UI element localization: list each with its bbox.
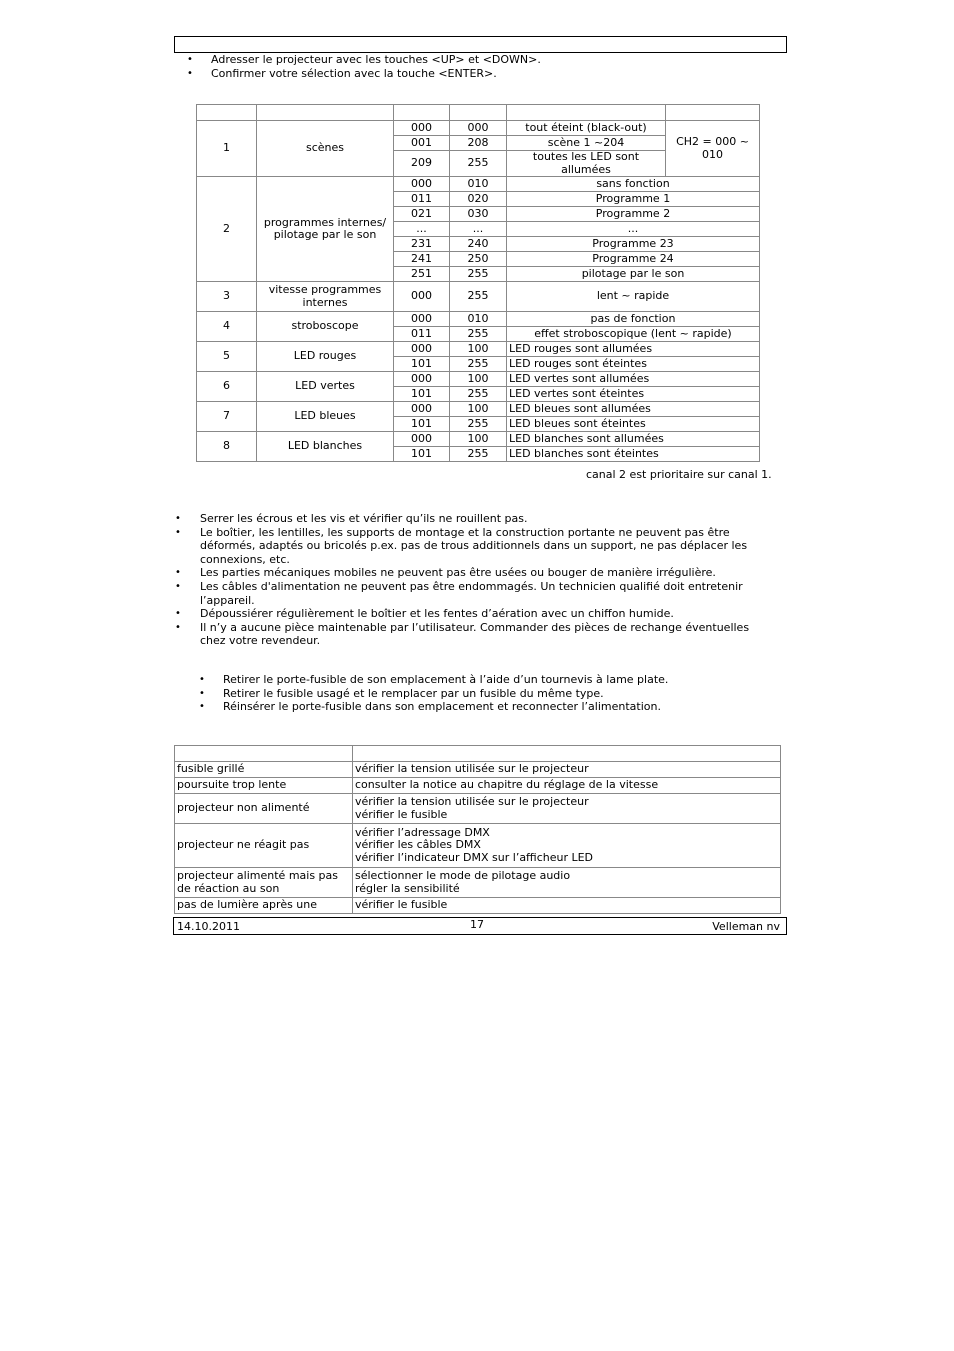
table-row [175,868,781,898]
fuse-bullet-list [223,673,763,714]
description-cell: LED bleues sont allumées [507,402,760,417]
range-to-cell: 010 [450,312,507,327]
function-cell: LED blanches [257,432,394,462]
list-item: • Le boîtier, les lentilles, les supports de montage et la construction portante ne peuvent pas être déformés, adaptés ou bricolés p.ex. pas de trous additionnels dans un support, ne pas déplacer les connexions, etc. [200,526,765,567]
dmx-footnote: canal 2 est prioritaire sur canal 1. [586,468,772,481]
description-cell: ... [507,222,760,237]
table-row [197,372,760,387]
range-to-cell: 000 [450,121,507,136]
range-to-cell: 240 [450,237,507,252]
dmx-channel-table [196,104,760,462]
note-cell: CH2 = 000 ~ 010 [666,121,760,177]
range-from-cell: 000 [394,402,450,417]
solution-cell [353,824,781,868]
solution-cell [353,868,781,898]
description-cell: LED rouges sont allumées [507,342,760,357]
range-from-cell: 241 [394,252,450,267]
range-to-cell: 250 [450,252,507,267]
header-cell [394,105,450,121]
troubleshooting-table [174,745,781,914]
table-row [197,342,760,357]
channel-cell: 4 [197,312,257,342]
function-cell: LED bleues [257,402,394,432]
list-item: • Serrer les écrous et les vis et vérifier qu’ils ne rouillent pas. [200,512,765,526]
description-cell: tout éteint (black-out) [507,121,666,136]
description-cell: sans fonction [507,177,760,192]
description-cell: Programme 24 [507,252,760,267]
solution-line: sélectionner le mode de pilotage audio [355,869,571,882]
table-row [175,824,781,868]
description-cell: scène 1 ~204 [507,136,666,151]
table-row [197,121,760,136]
solution-line: vérifier la tension utilisée sur le projecteur [355,762,589,776]
footer-date: 14.10.2011 [177,920,240,933]
table-row [197,177,760,192]
solution-cell [353,898,781,914]
description-cell: LED blanches sont éteintes [507,447,760,462]
range-from-cell: 101 [394,417,450,432]
table-row [197,402,760,417]
list-item: • Retirer le porte-fusible de son emplacement à l’aide d’un tournevis à lame plate. [223,673,763,687]
channel-cell: 1 [197,121,257,177]
solution-line: vérifier les câbles DMX [355,838,481,852]
header-cell [666,105,760,121]
solution-cell [353,762,781,778]
solution-line: consulter la notice au chapitre du réglage de la vitesse [355,778,659,792]
problem-cell: projecteur alimenté mais pas de réaction au son [175,868,353,898]
problem-cell: pas de lumière après une [175,898,353,914]
range-from-cell: 251 [394,267,450,282]
range-to-cell: 255 [450,151,507,177]
description-cell: pilotage par le son [507,267,760,282]
description-cell: LED vertes sont allumées [507,372,760,387]
function-cell: LED vertes [257,372,394,402]
range-to-cell: 020 [450,192,507,207]
range-from-cell: 101 [394,357,450,372]
table-row [175,898,781,914]
header-cell [450,105,507,121]
footer-bar [173,917,787,935]
problem-cell: fusible grillé [175,762,353,778]
channel-cell: 2 [197,177,257,282]
range-from-cell: 101 [394,447,450,462]
range-from-cell: 000 [394,372,450,387]
table-row [197,432,760,447]
table-row [175,778,781,794]
range-from-cell: 000 [394,177,450,192]
channel-cell: 3 [197,282,257,312]
range-from-cell: ... [394,222,450,237]
range-from-cell: 021 [394,207,450,222]
range-to-cell: 255 [450,417,507,432]
description-cell: effet stroboscopique (lent ~ rapide) [507,327,760,342]
function-cell: stroboscope [257,312,394,342]
solution-line: régler la sensibilité [355,881,460,895]
list-item: • Les parties mécaniques mobiles ne peuvent pas être usées ou bouger de manière irrégulière. [200,566,765,580]
table-row [175,762,781,778]
table-row [197,282,760,312]
description-cell: LED rouges sont éteintes [507,357,760,372]
range-to-cell: 030 [450,207,507,222]
range-to-cell: 010 [450,177,507,192]
header-cell [353,746,781,762]
range-from-cell: 011 [394,192,450,207]
description-cell: lent ~ rapide [507,282,760,312]
header-bar [174,36,787,53]
footer-company: Velleman nv [712,920,780,933]
intro-bullet-list [211,53,771,80]
solution-line: vérifier la tension utilisée sur le projecteur [355,795,589,808]
table-row [175,794,781,824]
header-cell [175,746,353,762]
channel-cell: 5 [197,342,257,372]
header-cell [197,105,257,121]
problem-cell: projecteur non alimenté [175,794,353,824]
range-from-cell: 001 [394,136,450,151]
page-number: 17 [470,918,484,931]
range-to-cell: 255 [450,387,507,402]
range-from-cell: 101 [394,387,450,402]
range-from-cell: 000 [394,312,450,327]
problem-cell: poursuite trop lente [175,778,353,794]
description-cell: LED vertes sont éteintes [507,387,760,402]
maintenance-bullet-list [200,512,765,648]
solution-line: vérifier le fusible [355,898,448,912]
list-item: • Confirmer votre sélection avec la touche <ENTER>. [211,67,771,81]
range-to-cell: 100 [450,372,507,387]
solution-line: vérifier l’adressage DMX [355,825,490,839]
table-row [197,312,760,327]
range-from-cell: 209 [394,151,450,177]
description-cell: pas de fonction [507,312,760,327]
channel-cell: 6 [197,372,257,402]
channel-cell: 8 [197,432,257,462]
problem-cell: projecteur ne réagit pas [175,824,353,868]
range-to-cell: 100 [450,342,507,357]
range-to-cell: 255 [450,447,507,462]
description-cell: Programme 1 [507,192,760,207]
range-to-cell: 255 [450,282,507,312]
function-cell: programmes internes/ pilotage par le son [257,177,394,282]
range-to-cell: 100 [450,432,507,447]
range-from-cell: 000 [394,282,450,312]
list-item: • Adresser le projecteur avec les touches <UP> et <DOWN>. [211,53,771,67]
description-cell: Programme 2 [507,207,760,222]
range-to-cell: ... [450,222,507,237]
list-item: • Retirer le fusible usagé et le remplacer par un fusible du même type. [223,687,763,701]
range-from-cell: 000 [394,121,450,136]
description-cell: LED blanches sont allumées [507,432,760,447]
range-to-cell: 255 [450,267,507,282]
channel-cell: 7 [197,402,257,432]
range-from-cell: 231 [394,237,450,252]
function-cell: vitesse programmes internes [257,282,394,312]
solution-line: vérifier le fusible [355,807,448,821]
list-item: • Il n’y a aucune pièce maintenable par l’utilisateur. Commander des pièces de rechange éventuelles chez votre revendeur. [200,621,765,648]
range-from-cell: 000 [394,342,450,357]
solution-line: vérifier l’indicateur DMX sur l’afficheur LED [355,850,594,864]
range-to-cell: 255 [450,327,507,342]
header-cell [257,105,394,121]
description-cell: toutes les LED sont allumées [507,151,666,177]
list-item: • Réinsérer le porte-fusible dans son emplacement et reconnecter l’alimentation. [223,700,763,714]
range-to-cell: 255 [450,357,507,372]
range-to-cell: 100 [450,402,507,417]
range-from-cell: 000 [394,432,450,447]
list-item: • Les câbles d'alimentation ne peuvent pas être endommagés. Un technicien qualifié doit entretenir l’appareil. [200,580,765,607]
solution-cell [353,778,781,794]
range-from-cell: 011 [394,327,450,342]
header-cell [507,105,666,121]
description-cell: Programme 23 [507,237,760,252]
list-item: • Dépoussiérer régulièrement le boîtier et les fentes d’aération avec un chiffon humide. [200,607,765,621]
solution-cell [353,794,781,824]
function-cell: LED rouges [257,342,394,372]
range-to-cell: 208 [450,136,507,151]
function-cell: scènes [257,121,394,177]
description-cell: LED bleues sont éteintes [507,417,760,432]
